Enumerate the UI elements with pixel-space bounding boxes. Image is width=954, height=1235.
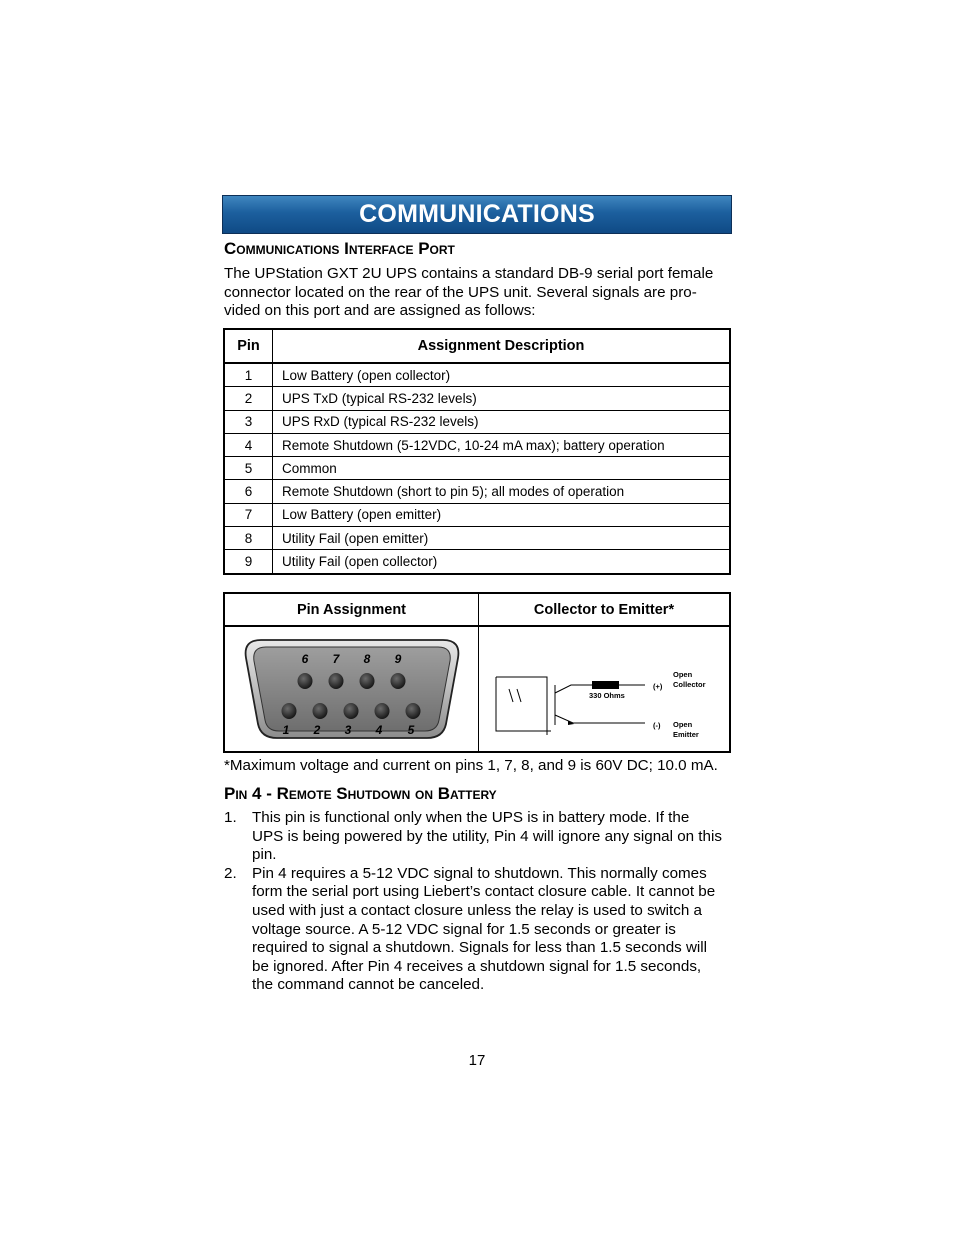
minus-label: (-) — [653, 721, 661, 730]
plus-label: (+) — [653, 682, 663, 691]
list-number: 1. — [224, 809, 237, 826]
table-header-row — [224, 329, 730, 363]
collector-line — [555, 685, 592, 693]
intro-line: The UPStation GXT 2U UPS contains a standard DB-9 serial port female — [224, 265, 714, 282]
pin-label-bottom: 3 — [344, 723, 351, 737]
heading-remote-shutdown: Pin 4 - Remote Shutdown on Battery — [224, 784, 497, 803]
optocoupler-box — [496, 677, 551, 731]
table-row — [224, 503, 730, 526]
open-collector-circuit-diagram — [479, 639, 729, 739]
header-description: Assignment Description — [273, 329, 731, 363]
description-cell: Low Battery (open collector) — [273, 363, 731, 387]
description-cell: Utility Fail (open emitter) — [273, 527, 731, 550]
description-cell: Low Battery (open emitter) — [273, 503, 731, 526]
resistor — [592, 681, 619, 689]
intro-paragraph — [224, 265, 734, 321]
table-row — [224, 550, 730, 574]
pin-hole — [312, 703, 327, 719]
list-item — [224, 865, 730, 995]
header-pin-assignment: Pin Assignment — [224, 593, 479, 626]
list-number: 2. — [224, 864, 237, 882]
pin-label-bottom: 2 — [313, 723, 320, 737]
resistor-label: 330 Ohms — [589, 691, 625, 700]
list-line: be ignored. After Pin 4 receives a shutdown signal for 1.5 seconds, — [252, 957, 702, 975]
circuit-cell — [479, 626, 731, 752]
pin-hole — [374, 703, 389, 719]
description-cell: UPS RxD (typical RS-232 levels) — [273, 410, 731, 433]
description-cell: Remote Shutdown (short to pin 5); all modes of operation — [273, 480, 731, 503]
intro-line: vided on this port and are assigned as follows: — [224, 302, 536, 320]
pin-label-top: 6 — [301, 652, 308, 666]
section-banner — [222, 195, 732, 234]
diagram-table — [223, 592, 731, 753]
table-row — [224, 527, 730, 550]
table-row — [224, 363, 730, 387]
pin-cell: 8 — [224, 527, 273, 550]
list-line: voltage source. A 5-12 VDC signal for 1.5 seconds or greater is — [252, 920, 676, 938]
emitter-label: Open — [673, 720, 693, 729]
pin-label-top: 8 — [363, 652, 370, 666]
heading-interface-port: Communications Interface Port — [224, 239, 455, 258]
table-row — [224, 457, 730, 480]
list-line: pin. — [252, 846, 277, 864]
pin-hole — [390, 673, 405, 689]
table-row — [224, 410, 730, 433]
pin-cell: 6 — [224, 480, 273, 503]
pin-label-bottom: 5 — [407, 723, 414, 737]
emitter-label: Emitter — [673, 730, 699, 739]
collector-label: Collector — [673, 680, 706, 689]
header-collector-emitter: Collector to Emitter* — [479, 593, 731, 626]
pin-cell: 3 — [224, 410, 273, 433]
description-cell: UPS TxD (typical RS-232 levels) — [273, 387, 731, 410]
description-cell: Remote Shutdown (5-12VDC, 10-24 mA max); battery operation — [273, 433, 731, 456]
list-line: Pin 4 requires a 5-12 VDC signal to shutdown. This normally comes — [252, 864, 707, 882]
connector-cell — [224, 626, 479, 752]
header-pin: Pin — [224, 329, 273, 363]
collector-label: Open — [673, 670, 693, 679]
diagram-row — [224, 626, 730, 752]
pin-label-bottom: 4 — [375, 723, 382, 737]
table-row — [224, 480, 730, 503]
db9-connector-diagram — [239, 636, 465, 742]
list-line: UPS is being powered by the utility, Pin 4 will ignore any signal on this — [252, 827, 722, 845]
pin-cell: 4 — [224, 433, 273, 456]
pin-hole — [343, 703, 358, 719]
description-cell: Common — [273, 457, 731, 480]
pin-cell: 2 — [224, 387, 273, 410]
pin-label-bottom: 1 — [282, 723, 289, 737]
pin-cell: 9 — [224, 550, 273, 574]
table-header-row — [224, 593, 730, 626]
footnote: *Maximum voltage and current on pins 1, 7, 8, and 9 is 60V DC; 10.0 mA. — [224, 757, 718, 774]
pin-hole — [281, 703, 296, 719]
list-line: form the serial port using Liebert’s contact closure cable. It cannot be — [252, 883, 716, 901]
pin-cell: 5 — [224, 457, 273, 480]
numbered-list — [224, 809, 730, 995]
page-number: 17 — [468, 1052, 486, 1069]
pin-label-top: 7 — [332, 652, 339, 666]
pin-hole — [359, 673, 374, 689]
description-cell: Utility Fail (open collector) — [273, 550, 731, 574]
list-line: used with just a contact closure unless the relay is used to switch a — [252, 901, 702, 919]
list-line: required to signal a shutdown. Signals for less than 1.5 seconds will — [252, 939, 708, 957]
pin-assignment-table — [223, 328, 731, 575]
list-line: the command cannot be canceled. — [252, 976, 485, 994]
table-row — [224, 433, 730, 456]
pin-hole — [297, 673, 312, 689]
banner-title: COMMUNICATIONS — [359, 200, 595, 228]
table-row — [224, 387, 730, 410]
pin-cell: 7 — [224, 503, 273, 526]
list-item — [224, 809, 730, 865]
intro-line: connector located on the rear of the UPS unit. Several signals are pro- — [224, 283, 697, 301]
pin-label-top: 9 — [394, 652, 401, 666]
list-line: This pin is functional only when the UPS is in battery mode. If the — [252, 809, 690, 826]
pin-cell: 1 — [224, 363, 273, 387]
pin-hole — [328, 673, 343, 689]
pin-hole — [405, 703, 420, 719]
